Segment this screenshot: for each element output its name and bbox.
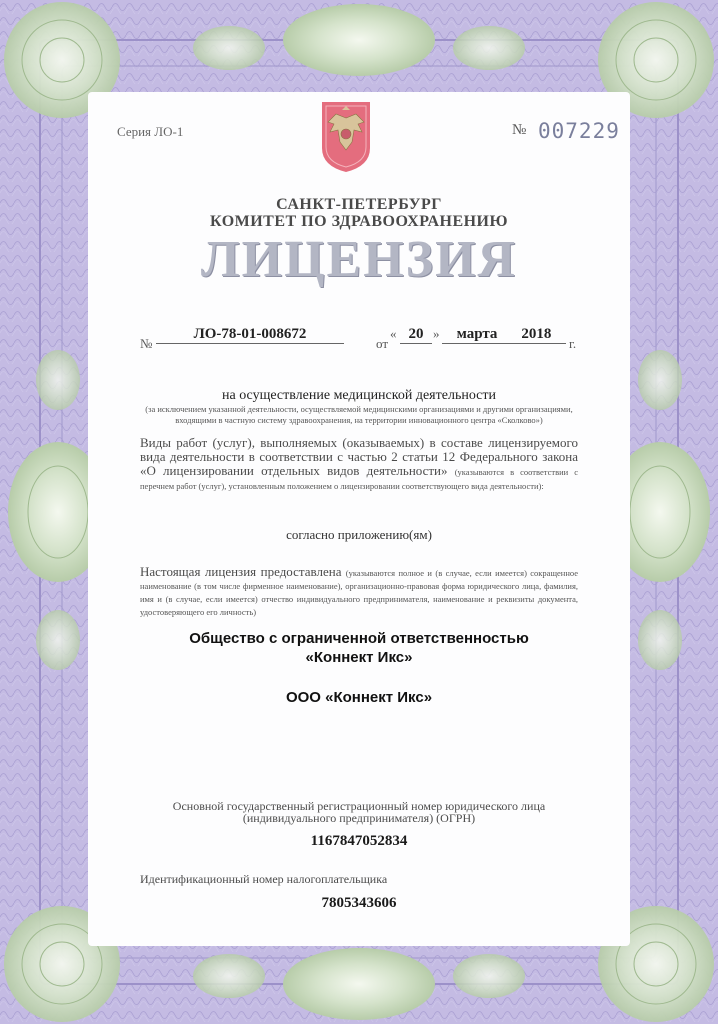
inn-value: 7805343606 — [321, 895, 397, 911]
ogrn-value: 1167847052834 — [310, 833, 408, 849]
license-number-label: № — [140, 336, 153, 351]
form-number: 007229 — [538, 119, 620, 143]
license-number: ЛО-78-01-008672 — [156, 326, 344, 344]
series-label: Серия ЛО-1 — [117, 124, 184, 139]
grantee-full-name-line-1: Общество с ограниченной ответственностью — [189, 630, 529, 647]
date-quote-close: » — [433, 326, 440, 341]
number-prefix: № — [512, 122, 527, 138]
document-title: ЛИЦЕНЗИЯ — [200, 231, 518, 288]
works-text: Виды работ (услуг), выполняемых (оказываемых) в составе лицензируемого вида деятельности в соответствии с частью 2 статьи 12 Федерального закона «О лицензировании отдельных видов деятельности» (указываются в соответствии с перечнем работ (услуг), установленным положением о лицензировании соответствующего вида деятельности): — [140, 435, 578, 491]
grantee-short-name: ООО «Коннект Икс» — [285, 689, 433, 706]
activity-heading: на осуществление медицинской деятельности — [221, 388, 496, 403]
issuer-city: САНКТ-ПЕТЕРБУРГ — [276, 196, 442, 213]
date-from-label: от — [376, 336, 389, 351]
date-day: 20 — [400, 326, 432, 344]
issuer-committee: КОМИТЕТ ПО ЗДРАВООХРАНЕНИЮ — [209, 213, 509, 230]
date-year-suffix: г. — [569, 336, 577, 351]
date-quote-open: « — [390, 326, 397, 341]
activity-note: (за исключением указанной деятельности, осуществляемой медицинскими организациями и другими организациями, входящими в частную систему здравоохранения, на территории инновационного центра «Сколково») — [145, 404, 573, 425]
works-appendix: согласно приложению(ям) — [286, 527, 432, 542]
inn-label: Идентификационный номер налогоплательщика — [140, 872, 388, 886]
grantee-full-name-line-2: «Коннект Икс» — [305, 649, 413, 666]
grantee-intro: Настоящая лицензия предоставлена (указываются полное и (в случае, если имеется) сокращенное наименование (в том числе фирменное наименование), организационно-правовая форма юридического лица, фамилия, имя и (в случае, если имеется) отчество индивидуального предпринимателя, наименование и реквизиты документа, удостоверяющего его личность) — [140, 564, 578, 617]
date-month-year: марта 2018 — [442, 326, 566, 344]
coat-of-arms-icon — [320, 100, 372, 174]
ogrn-label: Основной государственный регистрационный номер юридического лица (индивидуального предпринимателя) (ОГРН) — [172, 799, 546, 825]
